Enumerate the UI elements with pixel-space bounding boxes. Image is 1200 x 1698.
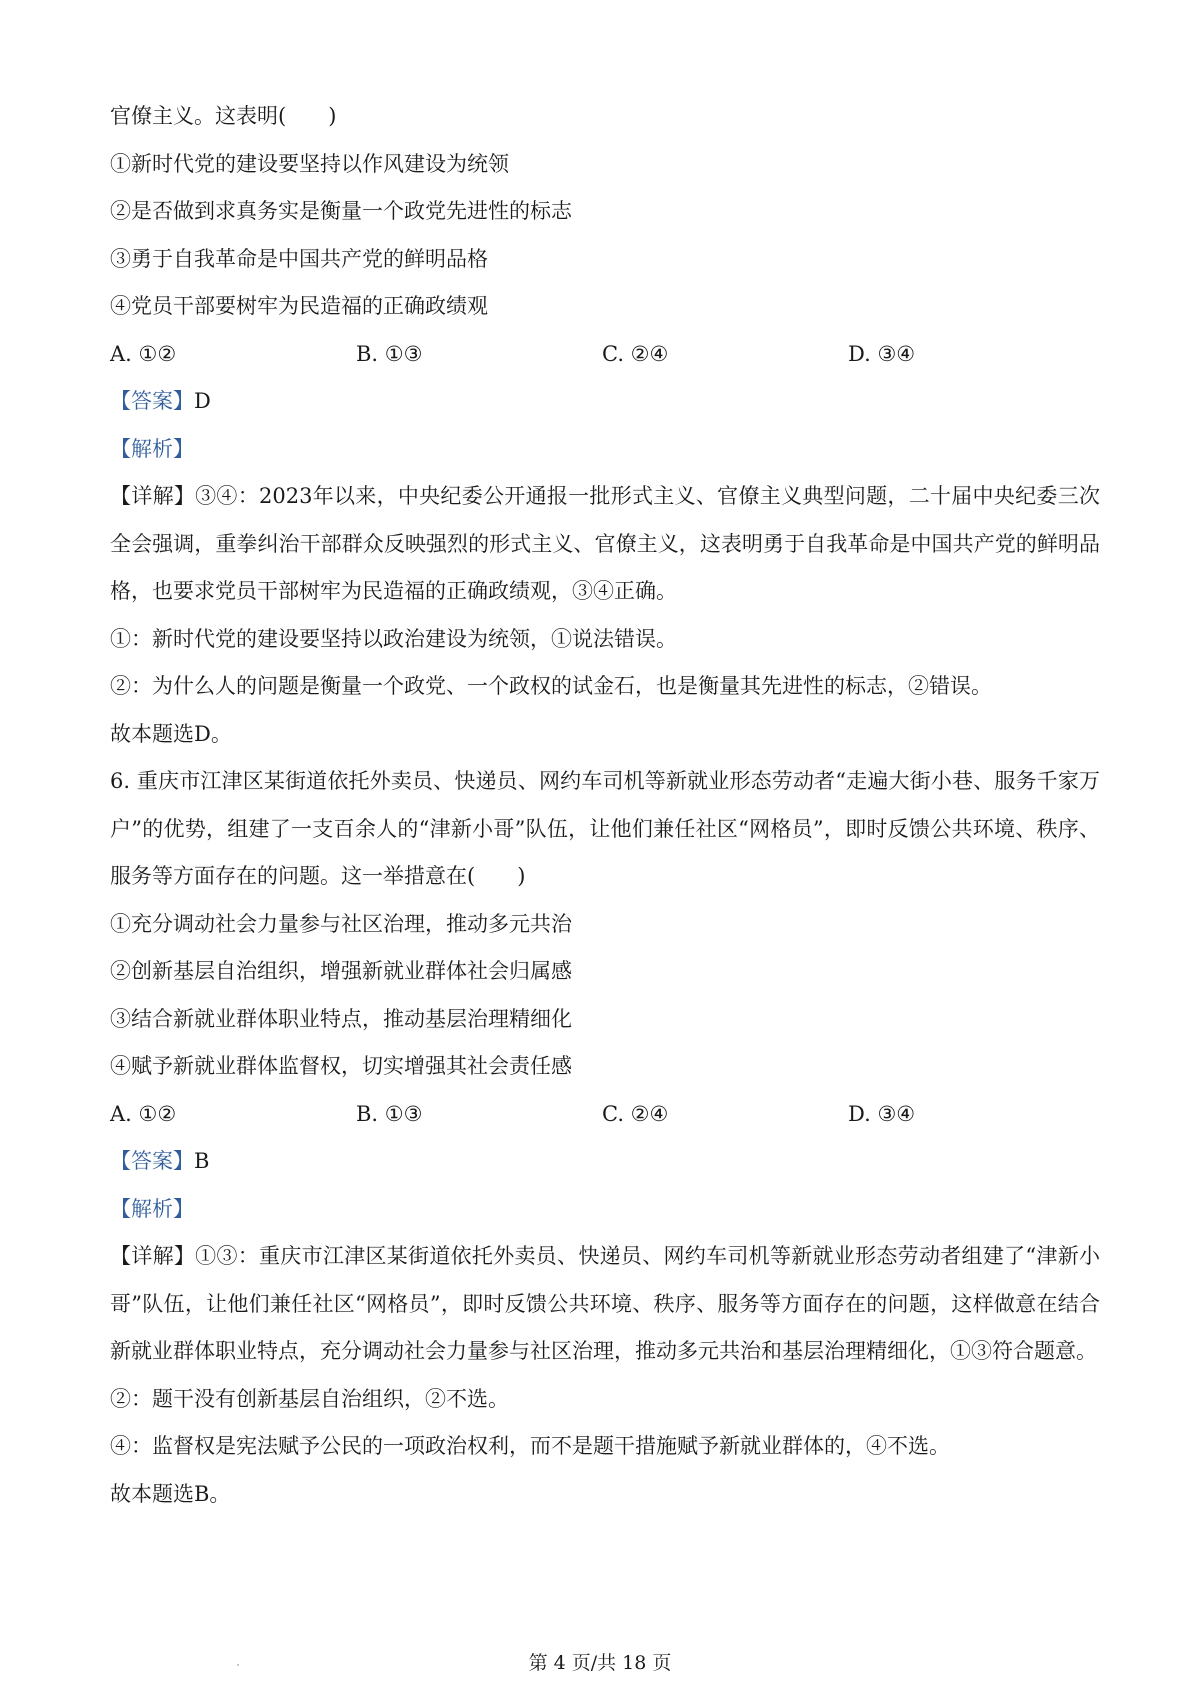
q5-note-1: ①：新时代党的建设要坚持以政治建设为统领，①说法错误。 bbox=[110, 626, 677, 651]
q5-answer-line bbox=[110, 378, 1100, 426]
q6-item-3: ③结合新就业群体职业特点，推动基层治理精细化 bbox=[110, 1006, 572, 1031]
q6-item-2: ②创新基层自治组织，增强新就业群体社会归属感 bbox=[110, 959, 572, 983]
q5-note-3: 故本题选D。 bbox=[110, 721, 232, 746]
q5-item-4: ④党员干部要树牢为民造福的正确政绩观 bbox=[110, 294, 488, 318]
q5-stem-tail: 官僚主义。这表明( ) bbox=[110, 104, 337, 128]
q5-item-2: ②是否做到求真务实是衡量一个政党先进性的标志 bbox=[110, 199, 572, 223]
q5-answer-tag: 【答案】 bbox=[110, 389, 194, 413]
q5-option-a: A. ①② bbox=[110, 341, 177, 366]
q5-note-2: ②：为什么人的问题是衡量一个政党、一个政权的试金石，也是衡量其先进性的标志，②错误。 bbox=[110, 674, 992, 698]
q6-analysis-line bbox=[110, 1186, 1100, 1234]
q5-detail-text: ③④：2023年以来，中央纪委公开通报一批形式主义、官僚主义典型问题，二十届中央纪委三次全会强调，重拳纠治干部群众反映强烈的形式主义、官僚主义，这表明勇于自我革命是中国共产党的鲜明品格，也要求党员干部树牢为民造福的正确政绩观，③④正确。 bbox=[110, 484, 1100, 603]
q6-option-a: A. ①② bbox=[110, 1101, 177, 1126]
q5-item-3: ③勇于自我革命是中国共产党的鲜明品格 bbox=[110, 246, 488, 271]
q6-answer-line bbox=[110, 1138, 1100, 1186]
q5-detail-tag: 【详解】 bbox=[110, 484, 196, 508]
q6-answer-tag: 【答案】 bbox=[110, 1149, 194, 1173]
q6-stem: 6. 重庆市江津区某街道依托外卖员、快递员、网约车司机等新就业形态劳动者“走遍大街小巷、服务千家万户”的优势，组建了一支百余人的“津新小哥”队伍，让他们兼任社区“网格员”，即时反馈公共环境、秩序、服务等方面存在的问题。这一举措意在( ) bbox=[110, 769, 1100, 888]
q6-analysis-tag: 【解析】 bbox=[110, 1196, 194, 1221]
q6-note-2: ④：监督权是宪法赋予公民的一项政治权利，而不是题干措施赋予新就业群体的，④不选。 bbox=[110, 1434, 950, 1458]
q5-option-c: C. ②④ bbox=[602, 341, 669, 366]
q6-detail bbox=[110, 1233, 1100, 1376]
q5-detail bbox=[110, 473, 1100, 616]
q6-option-d: D. ③④ bbox=[848, 1101, 916, 1126]
q6-note-1: ②：题干没有创新基层自治组织，②不选。 bbox=[110, 1386, 509, 1411]
document-page bbox=[110, 93, 1100, 1518]
q6-item-4: ④赋予新就业群体监督权，切实增强其社会责任感 bbox=[110, 1054, 572, 1078]
q5-analysis-tag: 【解析】 bbox=[110, 436, 194, 461]
q6-option-b: B. ①③ bbox=[356, 1101, 423, 1126]
q5-options bbox=[110, 331, 1100, 379]
q6-note-3: 故本题选B。 bbox=[110, 1481, 231, 1506]
q6-item-1: ①充分调动社会力量参与社区治理，推动多元共治 bbox=[110, 911, 572, 936]
q5-answer: D bbox=[194, 389, 211, 413]
q6-answer: B bbox=[194, 1149, 210, 1173]
page-footer: 第 4 页/共 18 页 bbox=[528, 1652, 672, 1674]
q5-option-b: B. ①③ bbox=[356, 341, 423, 366]
q6-options bbox=[110, 1091, 1100, 1139]
q6-detail-tag: 【详解】 bbox=[110, 1244, 196, 1268]
q6-option-c: C. ②④ bbox=[602, 1101, 669, 1126]
q5-analysis-line bbox=[110, 426, 1100, 474]
q5-item-1: ①新时代党的建设要坚持以作风建设为统领 bbox=[110, 151, 509, 176]
q5-option-d: D. ③④ bbox=[848, 341, 916, 366]
q6-detail-text: ①③：重庆市江津区某街道依托外卖员、快递员、网约车司机等新就业形态劳动者组建了“津新小哥”队伍，让他们兼任社区“网格员”，即时反馈公共环境、秩序、服务等方面存在的问题，这样做意在结合新就业群体职业特点，充分调动社会力量参与社区治理，推动多元共治和基层治理精细化，①③符合题意。 bbox=[110, 1244, 1101, 1363]
